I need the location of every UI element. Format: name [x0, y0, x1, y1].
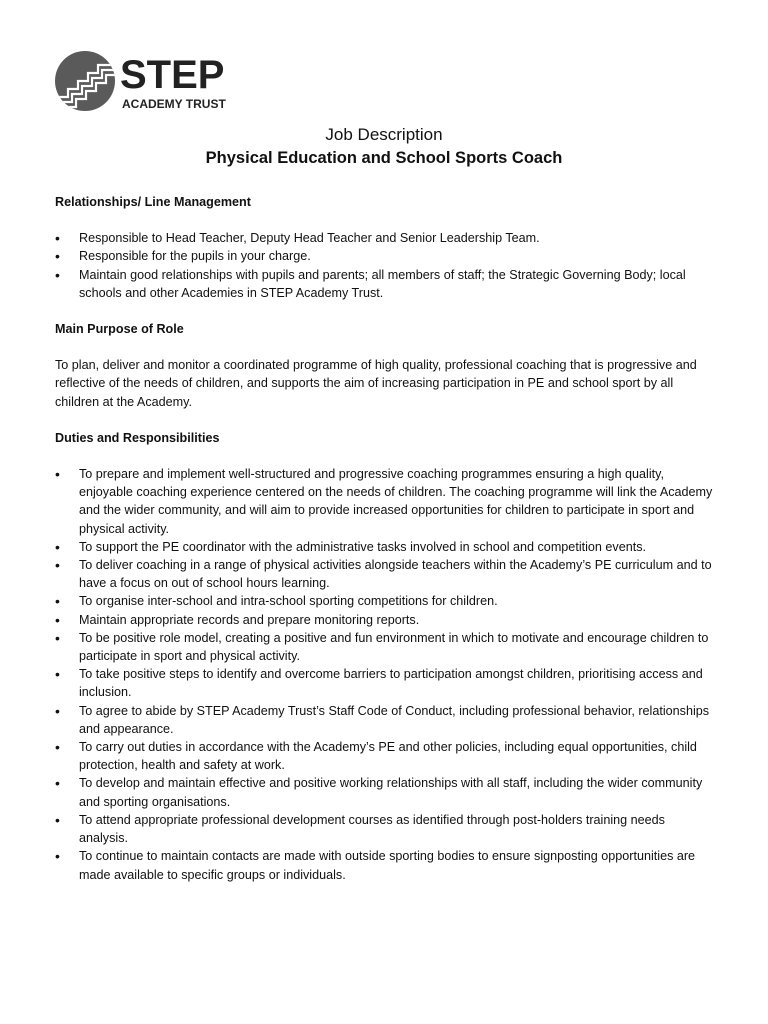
document-header — [0, 124, 768, 170]
list-item: • To organise inter-school and intra-school sporting competitions for children. — [55, 592, 717, 610]
list-item: • To develop and maintain effective and positive working relationships with all staff, including the wider community and sporting organisations. — [55, 774, 717, 810]
logo-subtitle: ACADEMY TRUST — [122, 97, 226, 111]
logo-wordmark: STEP — [120, 53, 225, 97]
list-item: • To carry out duties in accordance with the Academy’s PE and other policies, including equal opportunities, child protection, health and safety at work. — [55, 738, 717, 774]
duties-list — [55, 465, 717, 884]
list-item: • To prepare and implement well-structured and progressive coaching programmes ensuring a high quality, enjoyable coaching experience centered on the needs of children. The coaching programme will link the Academy and the wider community, and will aim to provide increased opportunities for children to participate in sport and physical activity. — [55, 465, 717, 538]
section-heading-purpose: Main Purpose of Role — [55, 322, 184, 337]
list-item: • Maintain good relationships with pupils and parents; all members of staff; the Strategic Governing Body; local schools and other Academies in STEP Academy Trust. — [55, 266, 717, 302]
document-kind: Job Description — [325, 125, 443, 144]
list-item: • To continue to maintain contacts are made with outside sporting bodies to ensure signposting opportunities are made available to specific groups or individuals. — [55, 847, 717, 883]
relationships-list — [55, 229, 717, 302]
list-item: • To take positive steps to identify and overcome barriers to participation amongst children, prioritising access and inclusion. — [55, 665, 717, 701]
list-item: • To agree to abide by STEP Academy Trust’s Staff Code of Conduct, including professional behavior, relationships and appearance. — [55, 702, 717, 738]
list-item: • To attend appropriate professional development courses as identified through post-holders training needs analysis. — [55, 811, 717, 847]
list-item: • To be positive role model, creating a positive and fun environment in which to motivate and encourage children to participate in sport and physical activity. — [55, 629, 717, 665]
section-heading-duties: Duties and Responsibilities — [55, 430, 220, 445]
step-logo-icon — [54, 50, 254, 112]
purpose-paragraph: To plan, deliver and monitor a coordinated programme of high quality, professional coaching that is progressive and reflective of the needs of children, and supports the aim of increasing participation in PE and school sport by all children at the Academy. — [55, 358, 697, 409]
page-title: Physical Education and School Sports Coach — [205, 149, 563, 167]
step-academy-trust-logo — [54, 50, 254, 112]
list-item: • Responsible for the pupils in your charge. — [55, 247, 717, 265]
list-item: • Responsible to Head Teacher, Deputy Head Teacher and Senior Leadership Team. — [55, 229, 717, 247]
list-item: • Maintain appropriate records and prepare monitoring reports. — [55, 611, 717, 629]
list-item: • To deliver coaching in a range of physical activities alongside teachers within the Academy’s PE curriculum and to have a focus on out of school hours learning. — [55, 556, 717, 592]
list-item: • To support the PE coordinator with the administrative tasks involved in school and competition events. — [55, 538, 717, 556]
section-heading-relationships: Relationships/ Line Management — [55, 195, 251, 209]
document-body — [55, 193, 717, 902]
